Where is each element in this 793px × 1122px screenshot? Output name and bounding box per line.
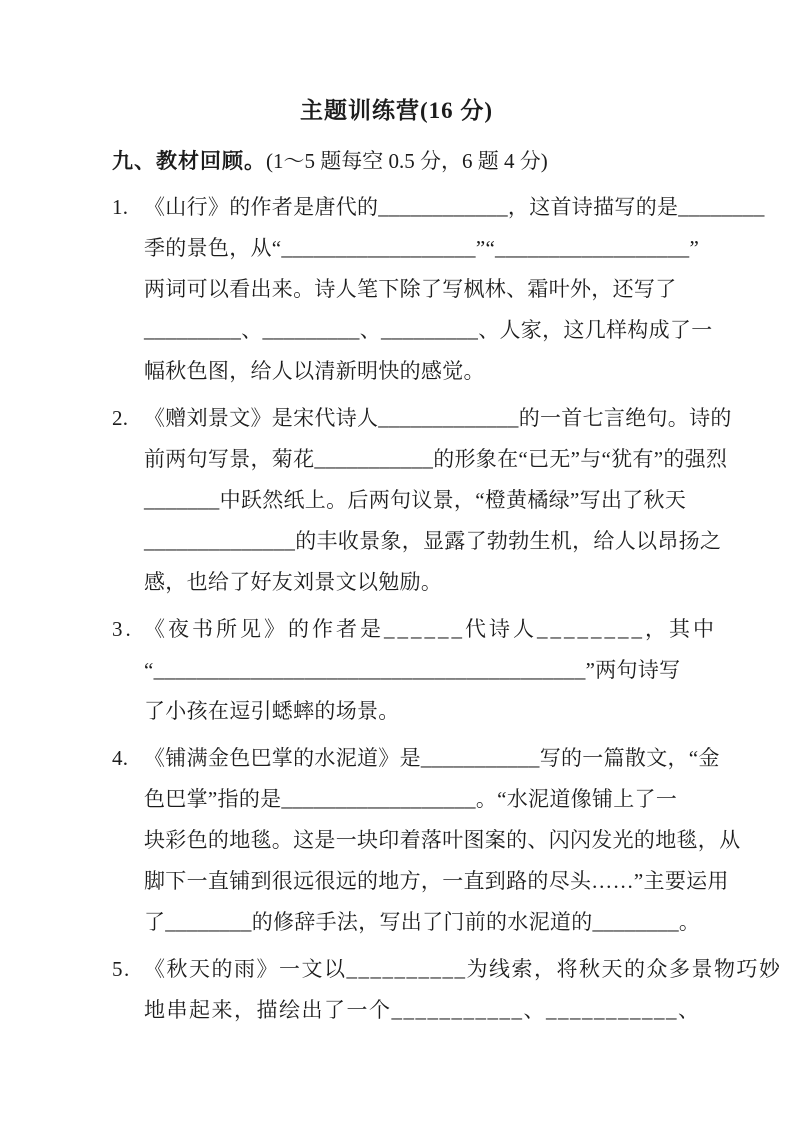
question-5	[112, 949, 782, 1031]
question-line	[112, 187, 765, 228]
question-text: 《山行》的作者是唐代的____________，这首诗描写的是________	[144, 195, 765, 219]
question-text: 《夜书所见》的作者是______代诗人________，其中	[144, 617, 717, 641]
question-line: ______________的丰收景象，显露了勃勃生机，给人以昂扬之	[144, 529, 722, 553]
section-header	[112, 143, 793, 180]
question-number: 2.	[112, 406, 129, 430]
question-line: _________、_________、_________、人家，这几样构成了一	[144, 318, 713, 342]
question-line: 色巴掌”指的是__________________。“水泥道像铺上了一	[144, 787, 678, 811]
question-line: “________________________________________”两句诗写	[144, 658, 681, 682]
question-line: 地串起来，描绘出了一个___________、___________、	[144, 998, 701, 1022]
question-line: 前两句写景，菊花___________的形象在“已无”与“犹有”的强烈	[144, 447, 728, 471]
question-3	[112, 609, 717, 732]
question-number: 3.	[112, 617, 134, 641]
question-line	[112, 398, 732, 439]
question-line	[112, 738, 720, 779]
question-text: 《赠刘景文》是宋代诗人_____________的一首七言绝句。诗的	[144, 406, 732, 430]
question-number: 1.	[112, 195, 129, 219]
question-line: 块彩色的地毯。这是一块印着落叶图案的、闪闪发光的地毯，从	[144, 828, 741, 852]
question-line: 季的景色，从“__________________”“__________________”	[144, 236, 700, 260]
question-line: 了小孩在逗引蟋蟀的场景。	[144, 699, 400, 723]
question-text: 《秋天的雨》一文以__________为线索，将秋天的众多景物巧妙	[144, 957, 782, 981]
question-line: 了________的修辞手法，写出了门前的水泥道的________。	[144, 910, 701, 934]
question-line	[112, 949, 782, 990]
question-1	[112, 187, 765, 392]
section-heading: 九、教材回顾。	[112, 150, 266, 173]
questions-list	[112, 187, 782, 1031]
page-title: 主题训练营(16 分)	[299, 98, 494, 123]
question-line: 两词可以看出来。诗人笔下除了写枫林、霜叶外，还写了	[144, 277, 677, 301]
question-4	[112, 738, 741, 943]
section-score-note: (1～5 题每空 0.5 分，6 题 4 分)	[266, 149, 548, 173]
question-2	[112, 398, 732, 603]
question-line: _______中跃然纸上。后两句议景，“橙黄橘绿”写出了秋天	[144, 488, 687, 512]
question-number: 5.	[112, 957, 131, 981]
question-number: 4.	[112, 746, 129, 770]
question-line: 感，也给了好友刘景文以勉励。	[144, 570, 443, 594]
question-line	[112, 609, 717, 650]
question-text: 《铺满金色巴掌的水泥道》是___________写的一篇散文，“金	[144, 746, 720, 770]
question-line: 幅秋色图，给人以清新明快的感觉。	[144, 359, 485, 383]
question-line: 脚下一直铺到很远很远的地方，一直到路的尽头……”主要运用	[144, 869, 729, 893]
